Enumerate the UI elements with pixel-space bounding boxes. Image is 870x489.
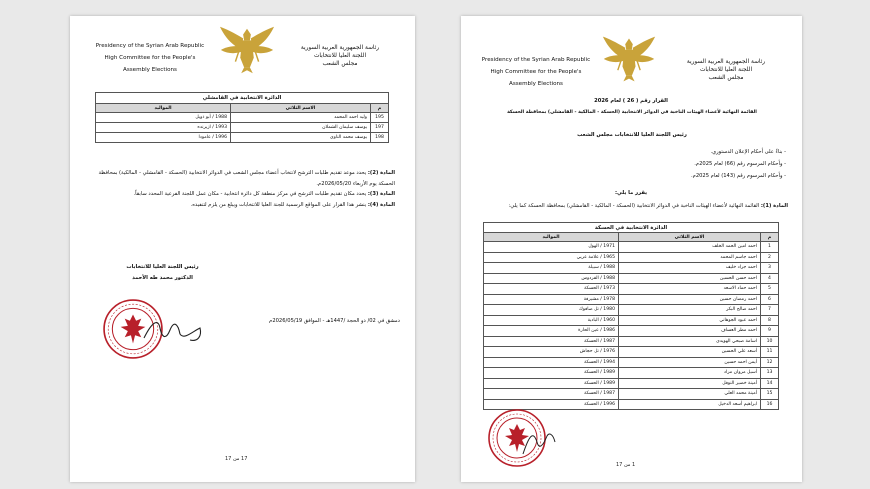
row-birth: 1988 / سبيلة: [484, 263, 619, 274]
header-ar-line1: رئاسة الجمهورية العربية السورية: [300, 45, 380, 51]
row-name: احمد حسن الحسين: [619, 273, 761, 284]
table-title: الدائرة الانتخابية في القامشلي: [96, 93, 389, 104]
table-row: [484, 305, 779, 316]
articles: [90, 168, 395, 210]
row-number: 13: [761, 368, 779, 379]
preamble-2: - وأحكام المرسوم رقم (66) لعام 2025م.: [694, 161, 786, 167]
article-4-text: ينشر هذا القرار على المواقع الرسمية للجنة العليا للانتخابات ويبلغ من يلزم لتنفيذه.: [190, 201, 367, 208]
row-birth: 1971 / الهول: [484, 242, 619, 253]
article-2-text: يحدد موعد تقديم طلبات الترشح لانتخاب أعضاء مجلس الشعب في الدوائر الانتخابية (الحسكة - القامشلي - المالكية) بمحافظة الحسكة يوم الأربعاء 2026/05/20م.: [98, 170, 395, 187]
document-page-1: [461, 16, 802, 482]
row-number: 8: [761, 315, 779, 326]
row-name: احمد جراد خليف: [619, 263, 761, 274]
row-name: أمينة خضير النوفل: [619, 378, 761, 389]
table-row: [484, 284, 779, 295]
header-en-line1: Presidency of the Syrian Arab Republic: [95, 43, 205, 49]
table-row: [96, 123, 389, 133]
table-row: [96, 133, 389, 143]
header-ar-line2: اللجنة العليا للانتخابات: [699, 67, 753, 73]
decision-subject: القائمة النهائية لأعضاء الهيئات الناخبة في الدوائر الانتخابية (الحسكة - المالكية - القامشلي) بمحافظة الحسكة: [507, 110, 757, 115]
table-header-row: [96, 104, 389, 113]
row-birth: 1980 / تل صافوك: [484, 305, 619, 316]
row-birth: 1986 / عين الحارة: [484, 326, 619, 337]
table-row: [484, 326, 779, 337]
row-name: احمد حماد الاسعد: [619, 284, 761, 295]
row-number: 1: [761, 242, 779, 253]
article-1-text: القائمة النهائية لأعضاء الهيئات الناخبة في الدوائر الانتخابية (الحسكة - المالكية - القامشلي) بمحافظة الحسكة كما يلي:: [508, 203, 760, 209]
header-arabic: [275, 44, 405, 68]
row-birth: 1973 / الحسكة: [484, 284, 619, 295]
header-en-line3: Assembly Elections: [123, 67, 177, 73]
row-name: احمد صالح البكر: [619, 305, 761, 316]
row-number: 5: [761, 284, 779, 295]
header-en-line3: Assembly Elections: [509, 81, 563, 87]
table-header-row: [484, 233, 779, 242]
row-name: أسعد علي الحسين: [619, 347, 761, 358]
signature-icon: [519, 424, 559, 460]
row-birth: 1960 / البادية: [484, 315, 619, 326]
col-name: الاسم الثلاثي: [619, 233, 761, 242]
row-number: 2: [761, 252, 779, 263]
hasakah-table: [483, 222, 779, 410]
row-number: 198: [371, 133, 389, 143]
col-birth: المواليد: [484, 233, 619, 242]
signature-icon: [140, 314, 210, 346]
row-number: 14: [761, 378, 779, 389]
row-name: أيمن احمد حسين: [619, 357, 761, 368]
page-number: 1 من 17: [616, 462, 636, 468]
row-number: 12: [761, 357, 779, 368]
header-ar-line3: مجلس الشعب: [708, 75, 744, 81]
signature-name: الدكتور محمد طه الأحمد: [132, 274, 193, 281]
row-name: اسامة صبحي الهويدي: [619, 336, 761, 347]
col-number: م: [761, 233, 779, 242]
table-row: [484, 263, 779, 274]
row-number: 16: [761, 399, 779, 410]
article-3-text: يحدد مكان تقديم طلبات الترشح في مركز منطقة كل دائرة انتخابية - مكان عمل اللجنة الفرعية المحدد سابقاً.: [133, 191, 367, 197]
article-3: [90, 189, 395, 200]
preamble-1: - بناءً على أحكام الإعلان الدستوري.: [710, 149, 786, 155]
table-row: [484, 273, 779, 284]
row-number: 4: [761, 273, 779, 284]
article-4: [90, 200, 395, 211]
row-number: 3: [761, 263, 779, 274]
row-number: 6: [761, 294, 779, 305]
row-name: يوسف محمد الناوي: [231, 133, 371, 143]
article-2: [90, 168, 395, 189]
row-birth: 1994 / الحسكة: [484, 357, 619, 368]
row-number: 7: [761, 305, 779, 316]
table-row: [484, 252, 779, 263]
row-name: أسيل مروان مراد: [619, 368, 761, 379]
preamble-3: - وأحكام المرسوم رقم (143) لعام 2025م.: [690, 173, 786, 179]
row-number: 197: [371, 123, 389, 133]
row-name: يوسف سليمان الشملان: [231, 123, 371, 133]
row-number: 15: [761, 389, 779, 400]
header-en-line1: Presidency of the Syrian Arab Republic: [481, 57, 591, 63]
row-name: احمد مطر العساف: [619, 326, 761, 337]
table-title: الدائرة الانتخابية في الحسكة: [484, 223, 779, 233]
hasakah-table-body: [484, 242, 779, 410]
preamble: [481, 146, 786, 182]
table-row: [484, 357, 779, 368]
table-row: [484, 294, 779, 305]
row-number: 10: [761, 336, 779, 347]
row-birth: 1993 / ازيرنده: [96, 123, 231, 133]
row-name: احمد امين الحمد الخلف: [619, 242, 761, 253]
document-page-17: [70, 16, 415, 482]
header-ar-line3: مجلس الشعب: [322, 61, 358, 67]
col-birth: المواليد: [96, 104, 231, 113]
row-number: 11: [761, 347, 779, 358]
row-name: أمينة محمد العلي: [619, 389, 761, 400]
table-row: [484, 315, 779, 326]
row-name: احمد عبود الجوهاني: [619, 315, 761, 326]
row-name: احمد رمضان حسين: [619, 294, 761, 305]
row-birth: 1988 / الفردوس: [484, 273, 619, 284]
header-english: [80, 40, 220, 76]
row-name: احمد جاسم المحمد: [619, 252, 761, 263]
row-number: 9: [761, 326, 779, 337]
table-row: [484, 368, 779, 379]
date-line: دمشق في 02/ ذو الحجة /1447هـ - الموافق 2026/05/19م: [269, 318, 400, 324]
row-name: ابراهيم أسعد الدخيل: [619, 399, 761, 410]
row-number: 195: [371, 113, 389, 123]
article-1-label: المادة (1):: [760, 203, 788, 209]
header-en-line2: High Committee for the People's: [490, 69, 582, 75]
table-row: [484, 389, 779, 400]
row-birth: 1989 / الحسكة: [484, 378, 619, 389]
row-birth: 1976 / تل حجاش: [484, 347, 619, 358]
row-birth: 1987 / الحسكة: [484, 389, 619, 400]
qamishli-table: [95, 92, 389, 143]
syrian-eagle-emblem-icon: [601, 34, 657, 84]
table-row: [484, 336, 779, 347]
table-row: [96, 113, 389, 123]
row-birth: 1978 / مشيرفة: [484, 294, 619, 305]
signature-block: [100, 262, 225, 283]
syrian-eagle-emblem-icon: [218, 24, 276, 76]
decision-title: القرار رقم ( 26 ) لعام 2026: [594, 98, 668, 104]
row-birth: 1965 / علامة عربي: [484, 252, 619, 263]
header-ar-line1: رئاسة الجمهورية العربية السورية: [686, 59, 766, 65]
article-1: [476, 202, 788, 210]
row-birth: 1987 / الحسكة: [484, 336, 619, 347]
row-name: وليد احمد المحمد: [231, 113, 371, 123]
table-row: [484, 242, 779, 253]
header-en-line2: High Committee for the People's: [104, 55, 196, 61]
row-birth: 1996 / عامودا: [96, 133, 231, 143]
signature-title: رئيس اللجنة العليا للانتخابات: [126, 264, 199, 270]
col-number: م: [371, 104, 389, 113]
table-row: [484, 378, 779, 389]
article-4-label: المادة (4):: [367, 201, 395, 208]
header-arabic: [661, 58, 791, 82]
row-birth: 1996 / الحسكة: [484, 399, 619, 410]
header-ar-line2: اللجنة العليا للانتخابات: [313, 53, 367, 59]
header-english: [471, 54, 601, 90]
row-birth: 1988 / أبو ذويل: [96, 113, 231, 123]
article-2-label: المادة (2):: [367, 170, 395, 176]
decision-authority: رئيس اللجنة العليا للانتخابات مجلس الشعب: [577, 132, 687, 138]
row-birth: 1989 / الحسكة: [484, 368, 619, 379]
table-row: [484, 347, 779, 358]
decides-heading: يقرر ما يلي:: [614, 190, 648, 196]
col-name: الاسم الثلاثي: [231, 104, 371, 113]
article-3-label: المادة (3):: [367, 191, 395, 197]
page-number: 17 من 17: [225, 456, 248, 462]
